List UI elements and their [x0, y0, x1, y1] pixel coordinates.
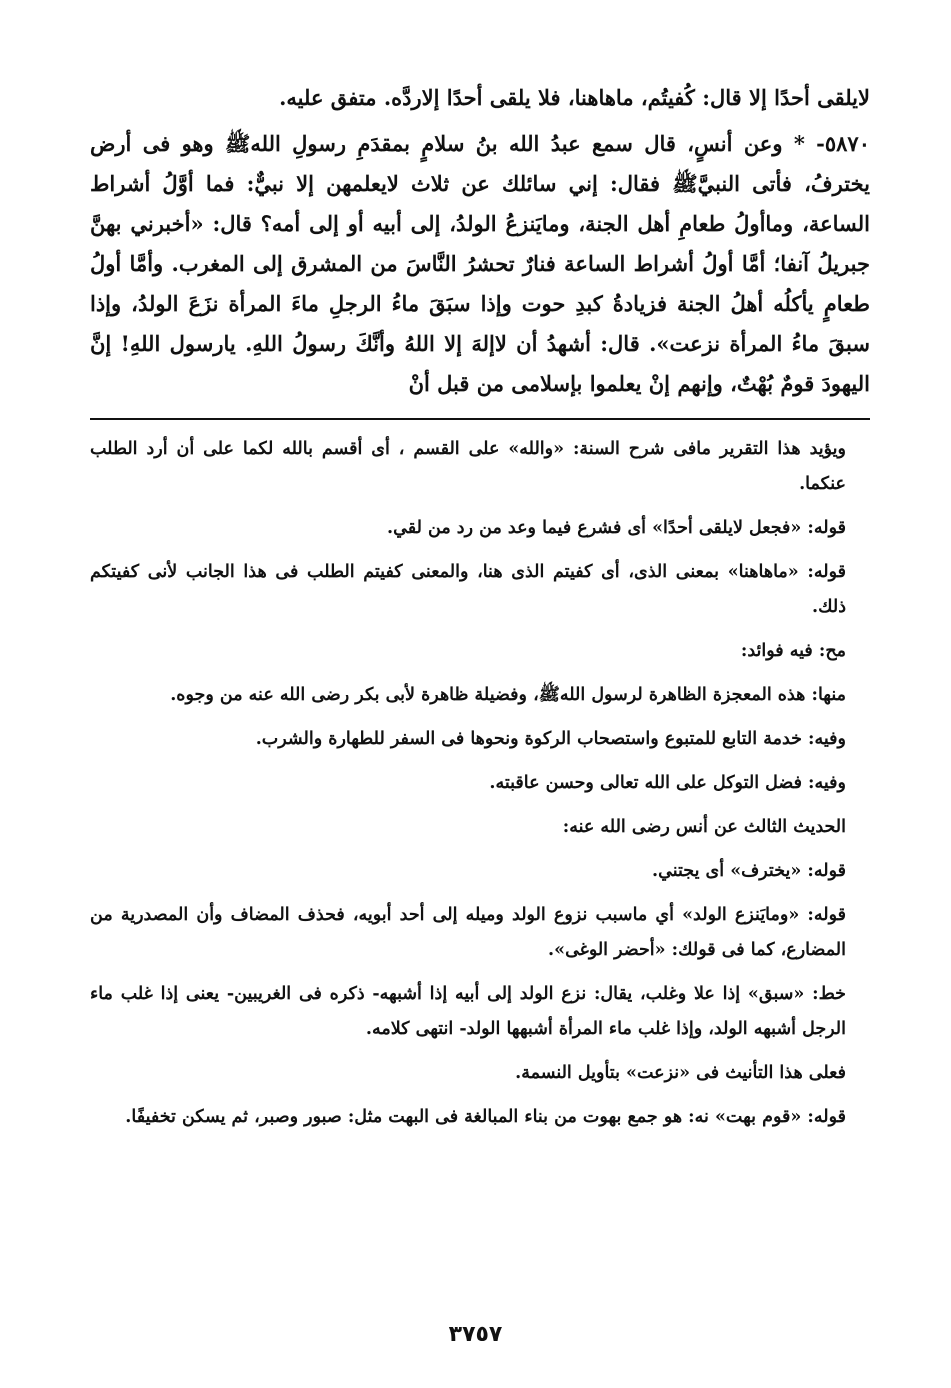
page-content: [90, 78, 870, 1144]
commentary-notes: [90, 432, 870, 1135]
hadith-5870: ٥٨٧٠- * وعن أنسٍ، قال سمع عبدُ الله بنُ سلامٍ بمقدَمِ رسولِ اللهﷺ وهو فى أرض يخترفُ، فأتى النبيَّﷺ فقال: إني سائلك عن ثلاث لايعلمهن إلا نبيٌّ: فما أوَّلُ أشراط الساعة، وماأولُ طعامِ أهل الجنة، ومايَنزعُ الولدُ، إلى أبيه أو إلى أمه؟ قال: «أخبرني بهنَّ جبريلُ آنفا؛ أمَّا أولُ أشراط الساعة فنارٌ تحشرُ النَّاسَ من المشرق إلى المغرب. وأمَّا أولُ طعامٍ يأكلُه أهلُ الجنة فزيادةُ كبدِ حوت وإذا سبَقَ ماءُ الرجلِ ماءَ المرأة نزَعَ الولدُ، وإذا سبقَ ماءُ المرأة نزعت». قال: أشهدُ أن لاإلهَ إلا اللهُ وأنَّكَ رسولُ اللهِ. يارسول اللهِ! إنَّ اليهودَ قومٌ بُهْتٌ، وإنهم إنْ يعلموا بإسلامى من قبل أنْ: [90, 131, 870, 396]
page-number: ٣٧٥٧: [448, 1322, 503, 1347]
note-paragraph: قوله: «فجعل لايلقى أحدًا» أى فشرع فيما وعد من رد من لقي.: [387, 518, 846, 538]
note-paragraph: قوله: «قوم بهت» نه: هو جمع بهوت من بناء المبالغة فى البهت مثل: صبور وصبر، ثم يسكن تخفيفًا.: [125, 1107, 846, 1127]
note-paragraph: وفيه: فضل التوكل على الله تعالى وحسن عاقبته.: [489, 773, 846, 793]
note-paragraph: قوله: «يخترف» أى يجتني.: [652, 861, 846, 881]
note-paragraph: فعلى هذا التأنيث فى «نزعت» بتأويل النسمة.: [515, 1063, 846, 1083]
footnote-divider: [90, 418, 870, 420]
note-paragraph: منها: هذه المعجزة الظاهرة لرسول اللهﷺ، وفضيلة ظاهرة لأبى بكر رضى الله عنه من وجوه.: [170, 685, 846, 705]
note-paragraph: مح: فيه فوائد:: [740, 641, 846, 661]
note-paragraph: قوله: «ومايَنزع الولد» أي ماسبب نزوع الولد وميله إلى أحد أبويه، فحذف المضاف وأن المصدرية من المضارع، كما فى قولك: «أحضر الوغى».: [90, 905, 846, 960]
main-paragraph: لايلقى أحدًا إلا قال: كُفيتُم، ماهاهنا، فلا يلقى أحدًا إلاردَّه. متفق عليه.: [279, 85, 870, 110]
note-paragraph: الحديث الثالث عن أنس رضى الله عنه:: [562, 817, 846, 837]
note-paragraph: قوله: «ماهاهنا» بمعنى الذى، أى كفيتم الذى هنا، والمعنى كفيتم الطلب فى هذا الجانب لأنى كفيتكم ذلك.: [90, 562, 846, 617]
main-text: [90, 78, 870, 404]
note-paragraph: وفيه: خدمة التابع للمتبوع واستصحاب الركوة ونحوها فى السفر للطهارة والشرب.: [255, 729, 846, 749]
note-paragraph: خط: «سبق» إذا علا وغلب، يقال: نزع الولد إلى أبيه إذا أشبهه- ذكره فى الغريبين- يعنى إذا غلب ماء الرجل أشبهه الولد، وإذا غلب ماء المرأة أشبهها الولد- انتهى كلامه.: [90, 984, 846, 1039]
note-paragraph: ويؤيد هذا التقرير مافى شرح السنة: «والله» على القسم ، أى أقسم بالله لكما على أن أرد الطلب عنكما.: [90, 439, 846, 494]
